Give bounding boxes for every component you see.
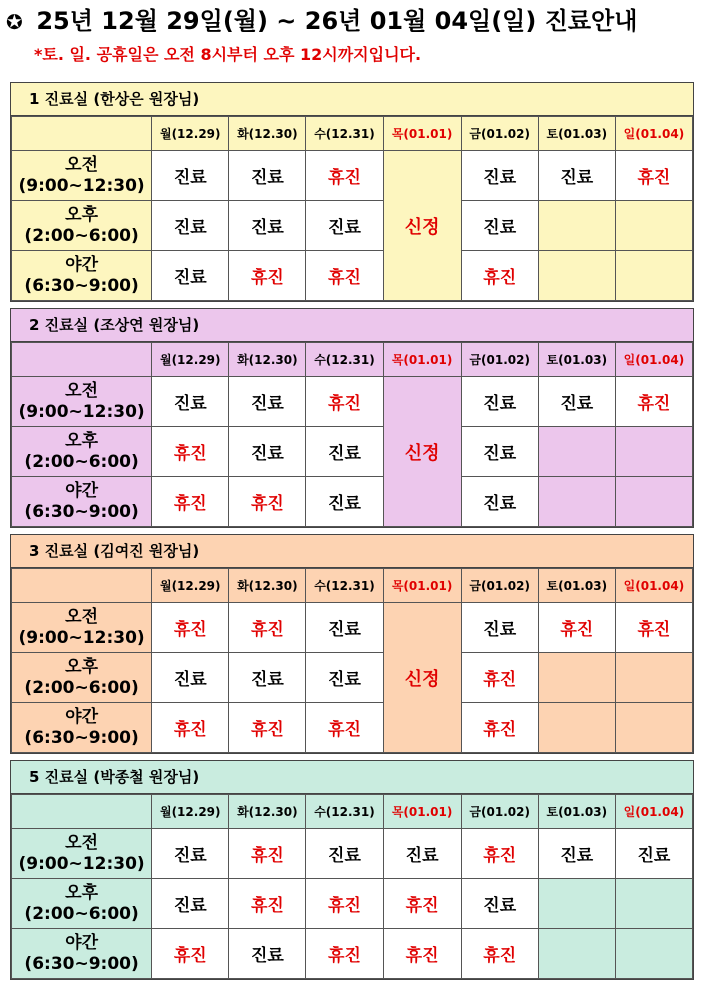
schedule-cell: 휴진 (229, 477, 306, 527)
header-row (12, 117, 693, 151)
empty-cell (538, 427, 615, 477)
slot-label (12, 427, 152, 477)
schedule-cell: 휴진 (229, 251, 306, 301)
day-header: 수(12.31) (306, 795, 383, 829)
schedule-cell: 진료 (461, 201, 538, 251)
day-header: 토(01.03) (538, 343, 615, 377)
day-header: 화(12.30) (229, 117, 306, 151)
day-header: 월(12.29) (152, 795, 229, 829)
slot-time: (6:30~9:00) (24, 953, 139, 974)
schedule-cell: 진료 (306, 427, 383, 477)
schedule-cell: 진료 (538, 377, 615, 427)
slot-time: (6:30~9:00) (24, 727, 139, 748)
room-title: 2 진료실 (조상연 원장님) (11, 309, 693, 342)
schedule-cell: 진료 (306, 477, 383, 527)
slot-row (12, 829, 693, 879)
schedule-cell: 휴진 (306, 377, 383, 427)
slot-name: 야간 (65, 254, 99, 275)
slot-row (12, 703, 693, 753)
empty-cell (615, 653, 692, 703)
schedule-table (11, 794, 693, 979)
slot-row (12, 427, 693, 477)
schedule-cell: 휴진 (152, 929, 229, 979)
day-header: 금(01.02) (461, 117, 538, 151)
slot-label (12, 377, 152, 427)
slot-time: (2:00~6:00) (24, 677, 139, 698)
corner-cell (12, 117, 152, 151)
slot-time: (9:00~12:30) (18, 853, 145, 874)
slot-row (12, 477, 693, 527)
schedule-cell: 진료 (152, 829, 229, 879)
schedule-cell: 진료 (229, 653, 306, 703)
slot-label (12, 929, 152, 979)
slot-row (12, 879, 693, 929)
empty-cell (615, 201, 692, 251)
holiday-cell: 신정 (383, 377, 461, 527)
empty-cell (615, 929, 692, 979)
corner-cell (12, 569, 152, 603)
day-header: 일(01.04) (615, 569, 692, 603)
room-title: 5 진료실 (박종철 원장님) (11, 761, 693, 794)
schedule-cell: 진료 (306, 603, 383, 653)
notice-text: *토. 일. 공휴일은 오전 8시부터 오후 12시까지입니다. (34, 45, 422, 64)
empty-cell (538, 703, 615, 753)
schedule-cell: 휴진 (152, 703, 229, 753)
holiday-cell: 신정 (383, 151, 461, 301)
slot-name: 오전 (65, 832, 99, 853)
schedule-cell: 진료 (152, 653, 229, 703)
schedule-table (11, 116, 693, 301)
schedule-cell: 진료 (152, 251, 229, 301)
schedule-cell: 휴진 (615, 603, 692, 653)
schedule-cell: 진료 (461, 477, 538, 527)
slot-label (12, 251, 152, 301)
header-row (12, 343, 693, 377)
slot-label (12, 477, 152, 527)
slot-time: (6:30~9:00) (24, 501, 139, 522)
day-header: 토(01.03) (538, 569, 615, 603)
schedule-cell: 휴진 (461, 653, 538, 703)
schedule-cell: 휴진 (383, 929, 461, 979)
slot-row (12, 603, 693, 653)
slot-name: 야간 (65, 932, 99, 953)
day-header: 월(12.29) (152, 569, 229, 603)
schedule-cell: 휴진 (306, 929, 383, 979)
empty-cell (615, 251, 692, 301)
slot-time: (2:00~6:00) (24, 903, 139, 924)
schedule-cell: 휴진 (306, 151, 383, 201)
schedule-cell: 휴진 (229, 879, 306, 929)
day-header: 일(01.04) (615, 343, 692, 377)
slot-time: (2:00~6:00) (24, 225, 139, 246)
slot-row (12, 251, 693, 301)
schedule-cell: 휴진 (461, 929, 538, 979)
slot-name: 오후 (65, 430, 99, 451)
header-row (12, 569, 693, 603)
page-title-text: 25년 12월 29일(월) ~ 26년 01월 04일(일) 진료안내 (36, 7, 638, 35)
slot-label (12, 879, 152, 929)
slot-row (12, 929, 693, 979)
day-header: 금(01.02) (461, 569, 538, 603)
slot-name: 오전 (65, 606, 99, 627)
schedule-cell: 진료 (152, 151, 229, 201)
schedule-cell: 진료 (461, 603, 538, 653)
slot-name: 오후 (65, 204, 99, 225)
schedule-cell: 휴진 (461, 829, 538, 879)
schedule-cell: 휴진 (306, 251, 383, 301)
room-3-schedule (10, 534, 694, 754)
schedule-cell: 휴진 (229, 603, 306, 653)
schedule-table (11, 342, 693, 527)
day-header: 목(01.01) (383, 569, 461, 603)
slot-label (12, 829, 152, 879)
schedule-cell: 휴진 (306, 703, 383, 753)
slot-label (12, 603, 152, 653)
schedule-cell: 휴진 (461, 251, 538, 301)
room-title: 3 진료실 (김여진 원장님) (11, 535, 693, 568)
schedule-cell: 휴진 (152, 427, 229, 477)
schedule-cell: 휴진 (229, 703, 306, 753)
day-header: 수(12.31) (306, 343, 383, 377)
schedule-cell: 휴진 (229, 829, 306, 879)
schedule-cell: 진료 (306, 829, 383, 879)
star-circle-icon: ✪ (6, 10, 23, 34)
empty-cell (538, 477, 615, 527)
schedule-cell: 휴진 (461, 703, 538, 753)
schedule-cell: 진료 (615, 829, 692, 879)
empty-cell (538, 879, 615, 929)
day-header: 금(01.02) (461, 343, 538, 377)
empty-cell (538, 201, 615, 251)
slot-row (12, 151, 693, 201)
schedule-cell: 진료 (461, 151, 538, 201)
holiday-cell: 신정 (383, 603, 461, 753)
schedule-cell: 진료 (229, 377, 306, 427)
schedule-cell: 휴진 (306, 879, 383, 929)
day-header: 목(01.01) (383, 117, 461, 151)
schedule-cell: 진료 (538, 151, 615, 201)
empty-cell (615, 427, 692, 477)
room-5-schedule (10, 760, 694, 980)
day-header: 목(01.01) (383, 343, 461, 377)
empty-cell (538, 251, 615, 301)
schedule-cell: 휴진 (152, 477, 229, 527)
schedule-cell: 진료 (461, 377, 538, 427)
slot-label (12, 201, 152, 251)
empty-cell (538, 653, 615, 703)
schedule-cell: 진료 (229, 151, 306, 201)
slot-row (12, 653, 693, 703)
schedule-cell: 진료 (306, 201, 383, 251)
day-header: 월(12.29) (152, 343, 229, 377)
slot-time: (9:00~12:30) (18, 401, 145, 422)
room-title: 1 진료실 (한상은 원장님) (11, 83, 693, 116)
slot-row (12, 377, 693, 427)
schedule-cell: 휴진 (383, 879, 461, 929)
day-header: 토(01.03) (538, 117, 615, 151)
day-header: 일(01.04) (615, 117, 692, 151)
room-1-schedule (10, 82, 694, 302)
day-header: 화(12.30) (229, 343, 306, 377)
slot-name: 야간 (65, 480, 99, 501)
schedule-table (11, 568, 693, 753)
slot-name: 오후 (65, 656, 99, 677)
slot-name: 오전 (65, 154, 99, 175)
schedule-cell: 진료 (306, 653, 383, 703)
day-header: 화(12.30) (229, 795, 306, 829)
corner-cell (12, 795, 152, 829)
day-header: 일(01.04) (615, 795, 692, 829)
slot-label (12, 653, 152, 703)
schedule-cell: 휴진 (615, 377, 692, 427)
day-header: 월(12.29) (152, 117, 229, 151)
empty-cell (615, 477, 692, 527)
slot-label (12, 151, 152, 201)
slot-time: (6:30~9:00) (24, 275, 139, 296)
schedule-cell: 진료 (152, 201, 229, 251)
schedule-cell: 진료 (383, 829, 461, 879)
schedule-cell: 휴진 (538, 603, 615, 653)
schedule-cell: 진료 (538, 829, 615, 879)
schedule-cell: 진료 (461, 427, 538, 477)
schedule-cell: 휴진 (615, 151, 692, 201)
day-header: 화(12.30) (229, 569, 306, 603)
empty-cell (538, 929, 615, 979)
slot-time: (9:00~12:30) (18, 175, 145, 196)
slot-label (12, 703, 152, 753)
day-header: 수(12.31) (306, 117, 383, 151)
day-header: 수(12.31) (306, 569, 383, 603)
schedule-cell: 진료 (229, 427, 306, 477)
schedule-cell: 진료 (229, 929, 306, 979)
schedule-cell: 휴진 (152, 603, 229, 653)
schedule-cell: 진료 (152, 879, 229, 929)
corner-cell (12, 343, 152, 377)
schedule-cell: 진료 (461, 879, 538, 929)
empty-cell (615, 703, 692, 753)
slot-name: 오전 (65, 380, 99, 401)
slot-name: 오후 (65, 882, 99, 903)
day-header: 금(01.02) (461, 795, 538, 829)
slot-name: 야간 (65, 706, 99, 727)
schedule-cell: 진료 (229, 201, 306, 251)
slot-row (12, 201, 693, 251)
slot-time: (2:00~6:00) (24, 451, 139, 472)
header-row (12, 795, 693, 829)
room-2-schedule (10, 308, 694, 528)
page-title (6, 4, 696, 38)
day-header: 토(01.03) (538, 795, 615, 829)
schedule-cell: 진료 (152, 377, 229, 427)
day-header: 목(01.01) (383, 795, 461, 829)
slot-time: (9:00~12:30) (18, 627, 145, 648)
empty-cell (615, 879, 692, 929)
